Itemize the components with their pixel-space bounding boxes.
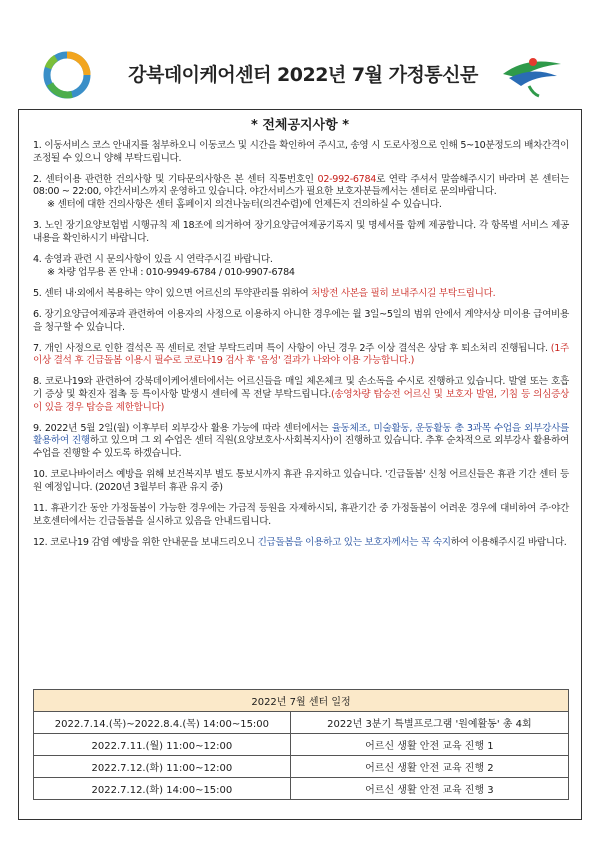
schedule-event: 어르신 생활 안전 교육 진행 2 (290, 756, 568, 778)
notice-highlight: (송영차량 탑승전 어르신 및 보호자 발열, 기침 등 의심증상이 있을 경우 탑승을 제한합니다) (33, 389, 569, 413)
center-phone-number: 02-992-6784 (317, 173, 377, 185)
notice-highlight: (1주 이상 결석 후 긴급돌봄 이용시 필수로 코로나19 검사 후 '음성' 결과가 나와야 이용 가능합니다.) (33, 342, 569, 367)
notice-item-2 (33, 174, 569, 212)
notice-text: 2022년 5월 2일(월) 이후부터 외부강사 활용 가능에 따라 센터에서는 (44, 422, 332, 434)
schedule-event: 2022년 3분기 특별프로그램 '원예활동' 총 4회 (290, 712, 568, 734)
notice-item-7 (33, 343, 569, 368)
notice-item-8 (33, 376, 569, 414)
circular-ring-logo-icon (42, 50, 92, 100)
table-row (34, 734, 569, 756)
schedule-table (33, 689, 569, 800)
section-title: * 전체공지사항 * (251, 118, 349, 133)
notice-highlight: 율동체조, 미술활동, 운동활동 총 3과목 수업을 외부강사를 활용하여 진행 (33, 422, 569, 447)
notice-text: 송영과 관련 시 문의사항이 있을 시 연락주시길 바랍니다. (44, 253, 273, 265)
schedule-date: 2022.7.14.(목)~2022.8.4.(목) 14:00~15:00 (34, 712, 291, 734)
notice-text: 이동서비스 코스 안내지를 첨부하오니 이동코스 및 시간을 확인하여 주시고, 송영 시 도로사정으로 인해 5~10분정도의 배차간격이 조정될 수 있으니 양해 부탁드립니다. (33, 140, 569, 164)
notice-text: 장기요양급여제공과 관련하여 이용자의 사정으로 이용하지 아니한 경우에는 월 3일~5일의 범위 안에서 계약서상 미이용 급여비용을 청구할 수 있습니다. (33, 308, 569, 333)
notice-number: 1. (33, 140, 42, 151)
gangbuk-district-logo-icon (497, 52, 569, 98)
notice-list (33, 140, 569, 558)
notice-item-6 (33, 309, 569, 334)
notice-number: 2. (33, 173, 42, 185)
notice-text: 코로나19와 관련하여 강북데이케어센터에서는 어르신들을 매일 체온체크 및 손소독을 수시로 진행하고 있습니다. 발열 또는 호흡기 증상 및 확진자 접촉 등 특이사항 발생시 센터에 꼭 전달 부탁드립니다. (33, 376, 569, 401)
notice-text: 코로나19 감염 예방을 위한 안내문을 보내드리오니 (50, 536, 258, 548)
notice-number: 10. (33, 469, 48, 481)
vehicle-phone-note: ※ 차량 업무용 폰 안내 : 010-9949-6784 / 010-9907-6784 (47, 266, 295, 278)
notice-number: 11. (33, 503, 48, 514)
notice-item-1 (33, 140, 569, 165)
notice-text: 노인 장기요양보험법 시행규칙 제 18조에 의거하여 장기요양급여제공기록지 및 명세서를 함께 제공합니다. 각 항목별 서비스 제공내용을 확인하시기 바랍니다. (33, 220, 569, 244)
notice-text: 센터 내·외에서 복용하는 약이 있으면 어르신의 투약관리를 위하여 (44, 287, 312, 299)
notice-text: 센터이용 관련한 건의사항 및 기타문의사항은 본 센터 직통번호인 (45, 173, 318, 185)
schedule-event: 어르신 생활 안전 교육 진행 1 (290, 734, 568, 756)
notice-number: 4. (33, 253, 42, 265)
notice-note: ※ 센터에 대한 건의사항은 센터 홈페이지 의견나눔터(의견수렴)에 언제든지 건의하실 수 있습니다. (47, 198, 442, 210)
notice-number: 3. (33, 220, 42, 232)
notice-item-4 (33, 254, 569, 279)
notice-item-10 (33, 469, 569, 494)
notice-text: 로 연락 주셔서 말씀해주시기 바라며 본 센터는 08:00 ~ 22:00, 야간서비스까지 운영하고 있습니다. 야간서비스가 필요한 보호자분들께서는 센터로 문의바랍니다. (33, 173, 570, 198)
notice-text: 하여 이용해주시길 바랍니다. (450, 536, 567, 548)
document-title: 강북데이케어센터 2022년 7월 가정통신문 (128, 64, 478, 86)
notice-text: 휴관기간 동안 가정돌봄이 가능한 경우에는 가급적 등원을 자제하시되, 휴관기간 중 가정돌봄이 어려운 경우에 대비하여 주·야간보호센터에서는 긴급돌봄을 실시하고 있음을 안내드립니다. (33, 503, 569, 527)
notice-number: 12. (33, 536, 48, 548)
table-row (34, 778, 569, 800)
schedule-date: 2022.7.11.(월) 11:00~12:00 (34, 734, 291, 756)
notice-item-5 (33, 288, 569, 301)
notice-item-9 (33, 423, 569, 461)
schedule-title: 2022년 7월 센터 일정 (34, 690, 569, 712)
notice-number: 5. (33, 287, 42, 299)
notice-text: 코로나바이러스 예방을 위해 보건복지부 별도 통보시까지 휴관 유지하고 있습니다. '긴급돌봄' 신청 어르신들은 휴관 기간 센터 등원 예정입니다. (2020년 3월부터 휴관 유지 중) (33, 469, 570, 493)
notice-number: 7. (33, 342, 42, 354)
notice-number: 6. (33, 308, 42, 320)
table-row (34, 756, 569, 778)
notice-item-11 (33, 503, 569, 528)
notice-number: 9. (33, 422, 42, 434)
notice-number: 8. (33, 376, 42, 388)
notice-text: 개인 사정으로 인한 결석은 꼭 센터로 전달 부탁드리며 특이 사항이 아닌 경우 2주 이상 결석은 상담 후 퇴소처리 진행됩니다. (44, 342, 551, 354)
notice-highlight: 긴급돌봄을 이용하고 있는 보호자께서는 꼭 숙지 (257, 536, 451, 548)
notice-text: 하고 있으며 그 외 수업은 센터 직원(요양보호사·사회복지사)이 진행하고 있습니다. 추후 순차적으로 외부강사 활용하여 수업을 진행할 수 있도록 하겠습니다. (33, 435, 569, 460)
schedule-date: 2022.7.12.(화) 14:00~15:00 (34, 778, 291, 800)
schedule-event: 어르신 생활 안전 교육 진행 3 (290, 778, 568, 800)
notice-item-3 (33, 220, 569, 245)
page-header (0, 0, 600, 110)
notice-item-12 (33, 537, 569, 550)
table-row (34, 712, 569, 734)
notice-highlight: 처방전 사본을 필히 보내주시길 부탁드립니다. (311, 287, 496, 299)
notice-frame (18, 109, 582, 820)
schedule-date: 2022.7.12.(화) 11:00~12:00 (34, 756, 291, 778)
